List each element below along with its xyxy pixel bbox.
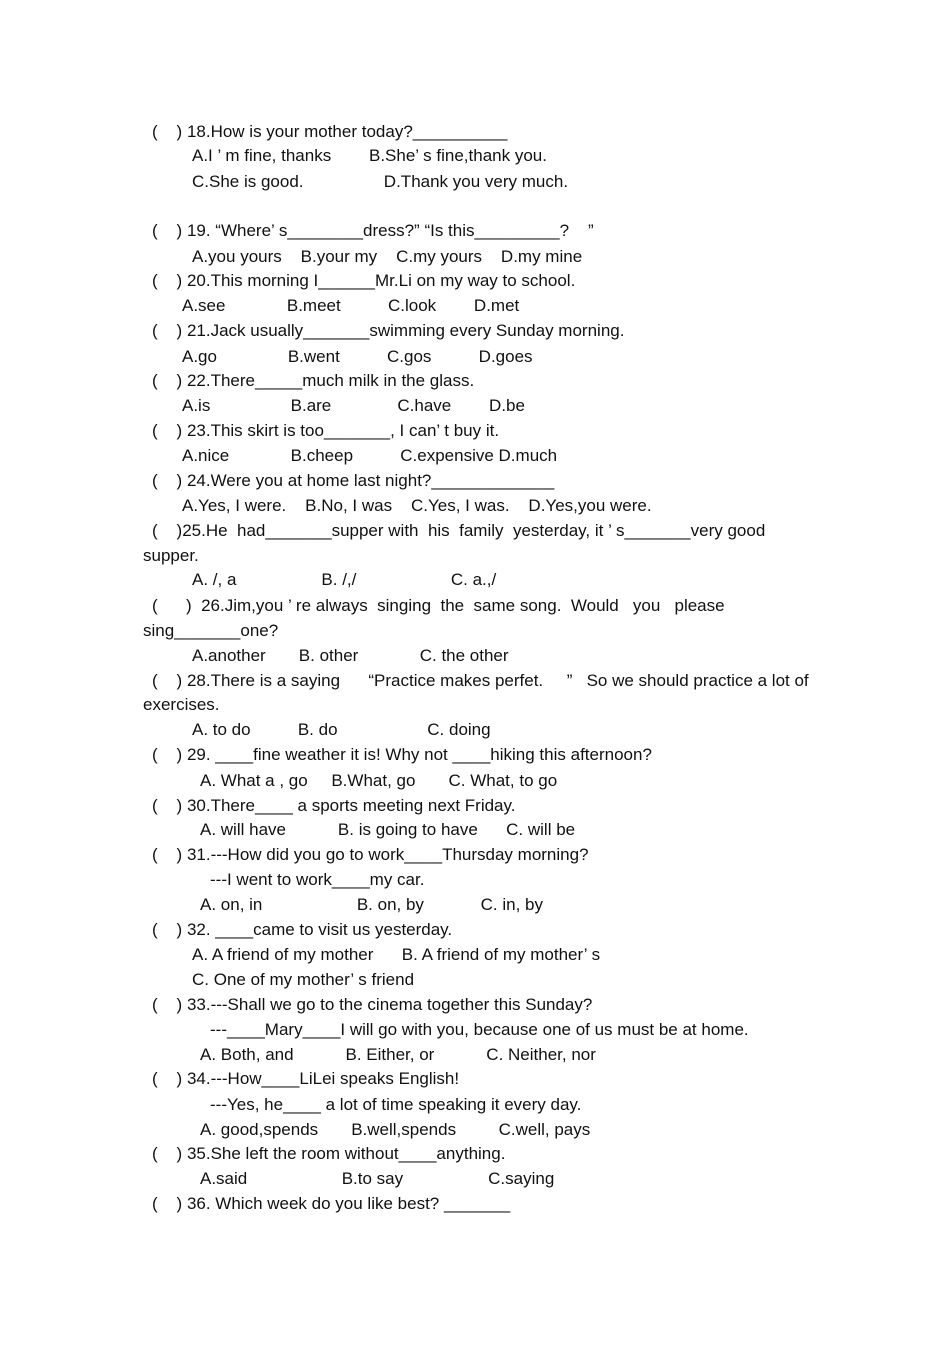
q29-stem: ( ) 29. ____fine weather it is! Why not ____hiking this afternoon? [152,745,652,764]
q18-options-row2: C.She is good. D.Thank you very much. [192,172,569,191]
q20-options: A.see B.meet C.look D.met [182,296,520,315]
q24-options: A.Yes, I were. B.No, I was C.Yes, I was. D.Yes,you were. [182,496,652,515]
q36-stem: ( ) 36. Which week do you like best? _______ [152,1194,511,1213]
q25-stem-continued: supper. [143,546,199,565]
q35-options: A.said B.to say C.saying [200,1169,555,1188]
q20-stem: ( ) 20.This morning I______Mr.Li on my way to school. [152,271,576,290]
q26-options: A.another B. other C. the other [192,646,509,665]
q31-options: A. on, in B. on, by C. in, by [200,895,543,914]
q24-stem: ( ) 24.Were you at home last night?_____________ [152,471,555,490]
q32-stem: ( ) 32. ____came to visit us yesterday. [152,920,453,939]
q28-options: A. to do B. do C. doing [192,720,491,739]
q33-answer-line: ---____Mary____I will go with you, because one of us must be at home. [210,1020,749,1039]
q25-stem: ( )25.He had_______supper with his family yesterday, it ’ s_______very good [152,521,766,540]
q18-stem: ( ) 18.How is your mother today?__________ [152,122,508,141]
q28-stem-continued: exercises. [143,695,220,714]
q18-options-row1: A.I ’ m fine, thanks B.She’ s fine,thank you. [192,146,547,165]
q31-stem: ( ) 31.---How did you go to work____Thursday morning? [152,845,589,864]
q30-stem: ( ) 30.There____ a sports meeting next Friday. [152,796,516,815]
q34-answer-line: ---Yes, he____ a lot of time speaking it every day. [210,1095,582,1114]
q35-stem: ( ) 35.She left the room without____anything. [152,1144,506,1163]
q32-options-row1: A. A friend of my mother B. A friend of my mother’ s [192,945,601,964]
q29-options: A. What a , go B.What, go C. What, to go [200,771,558,790]
q23-stem: ( ) 23.This skirt is too_______, I can’ t buy it. [152,421,500,440]
q21-stem: ( ) 21.Jack usually_______swimming every Sunday morning. [152,321,625,340]
q23-options: A.nice B.cheep C.expensive D.much [182,446,558,465]
q33-stem: ( ) 33.---Shall we go to the cinema together this Sunday? [152,995,593,1014]
q19-options: A.you yours B.your my C.my yours D.my mine [192,247,583,266]
q19-stem: ( ) 19. “Where’ s________dress?” “Is this_________? ” [152,221,594,240]
q26-stem: ( ) 26.Jim,you ’ re always singing the same song. Would you please [152,596,725,615]
q32-options-row2: C. One of my mother’ s friend [192,970,415,989]
q30-options: A. will have B. is going to have C. will be [200,820,576,839]
q34-stem: ( ) 34.---How____LiLei speaks English! [152,1069,460,1088]
q25-options: A. /, a B. /,/ C. a.,/ [192,570,497,589]
q31-answer-line: ---I went to work____my car. [210,870,425,889]
q33-options: A. Both, and B. Either, or C. Neither, nor [200,1045,596,1064]
q28-stem: ( ) 28.There is a saying “Practice makes perfet. ” So we should practice a lot of [152,671,809,690]
q21-options: A.go B.went C.gos D.goes [182,347,533,366]
q22-stem: ( ) 22.There_____much milk in the glass. [152,371,475,390]
q34-options: A. good,spends B.well,spends C.well, pays [200,1120,591,1139]
q26-stem-continued: sing_______one? [143,621,279,640]
q22-options: A.is B.are C.have D.be [182,396,525,415]
